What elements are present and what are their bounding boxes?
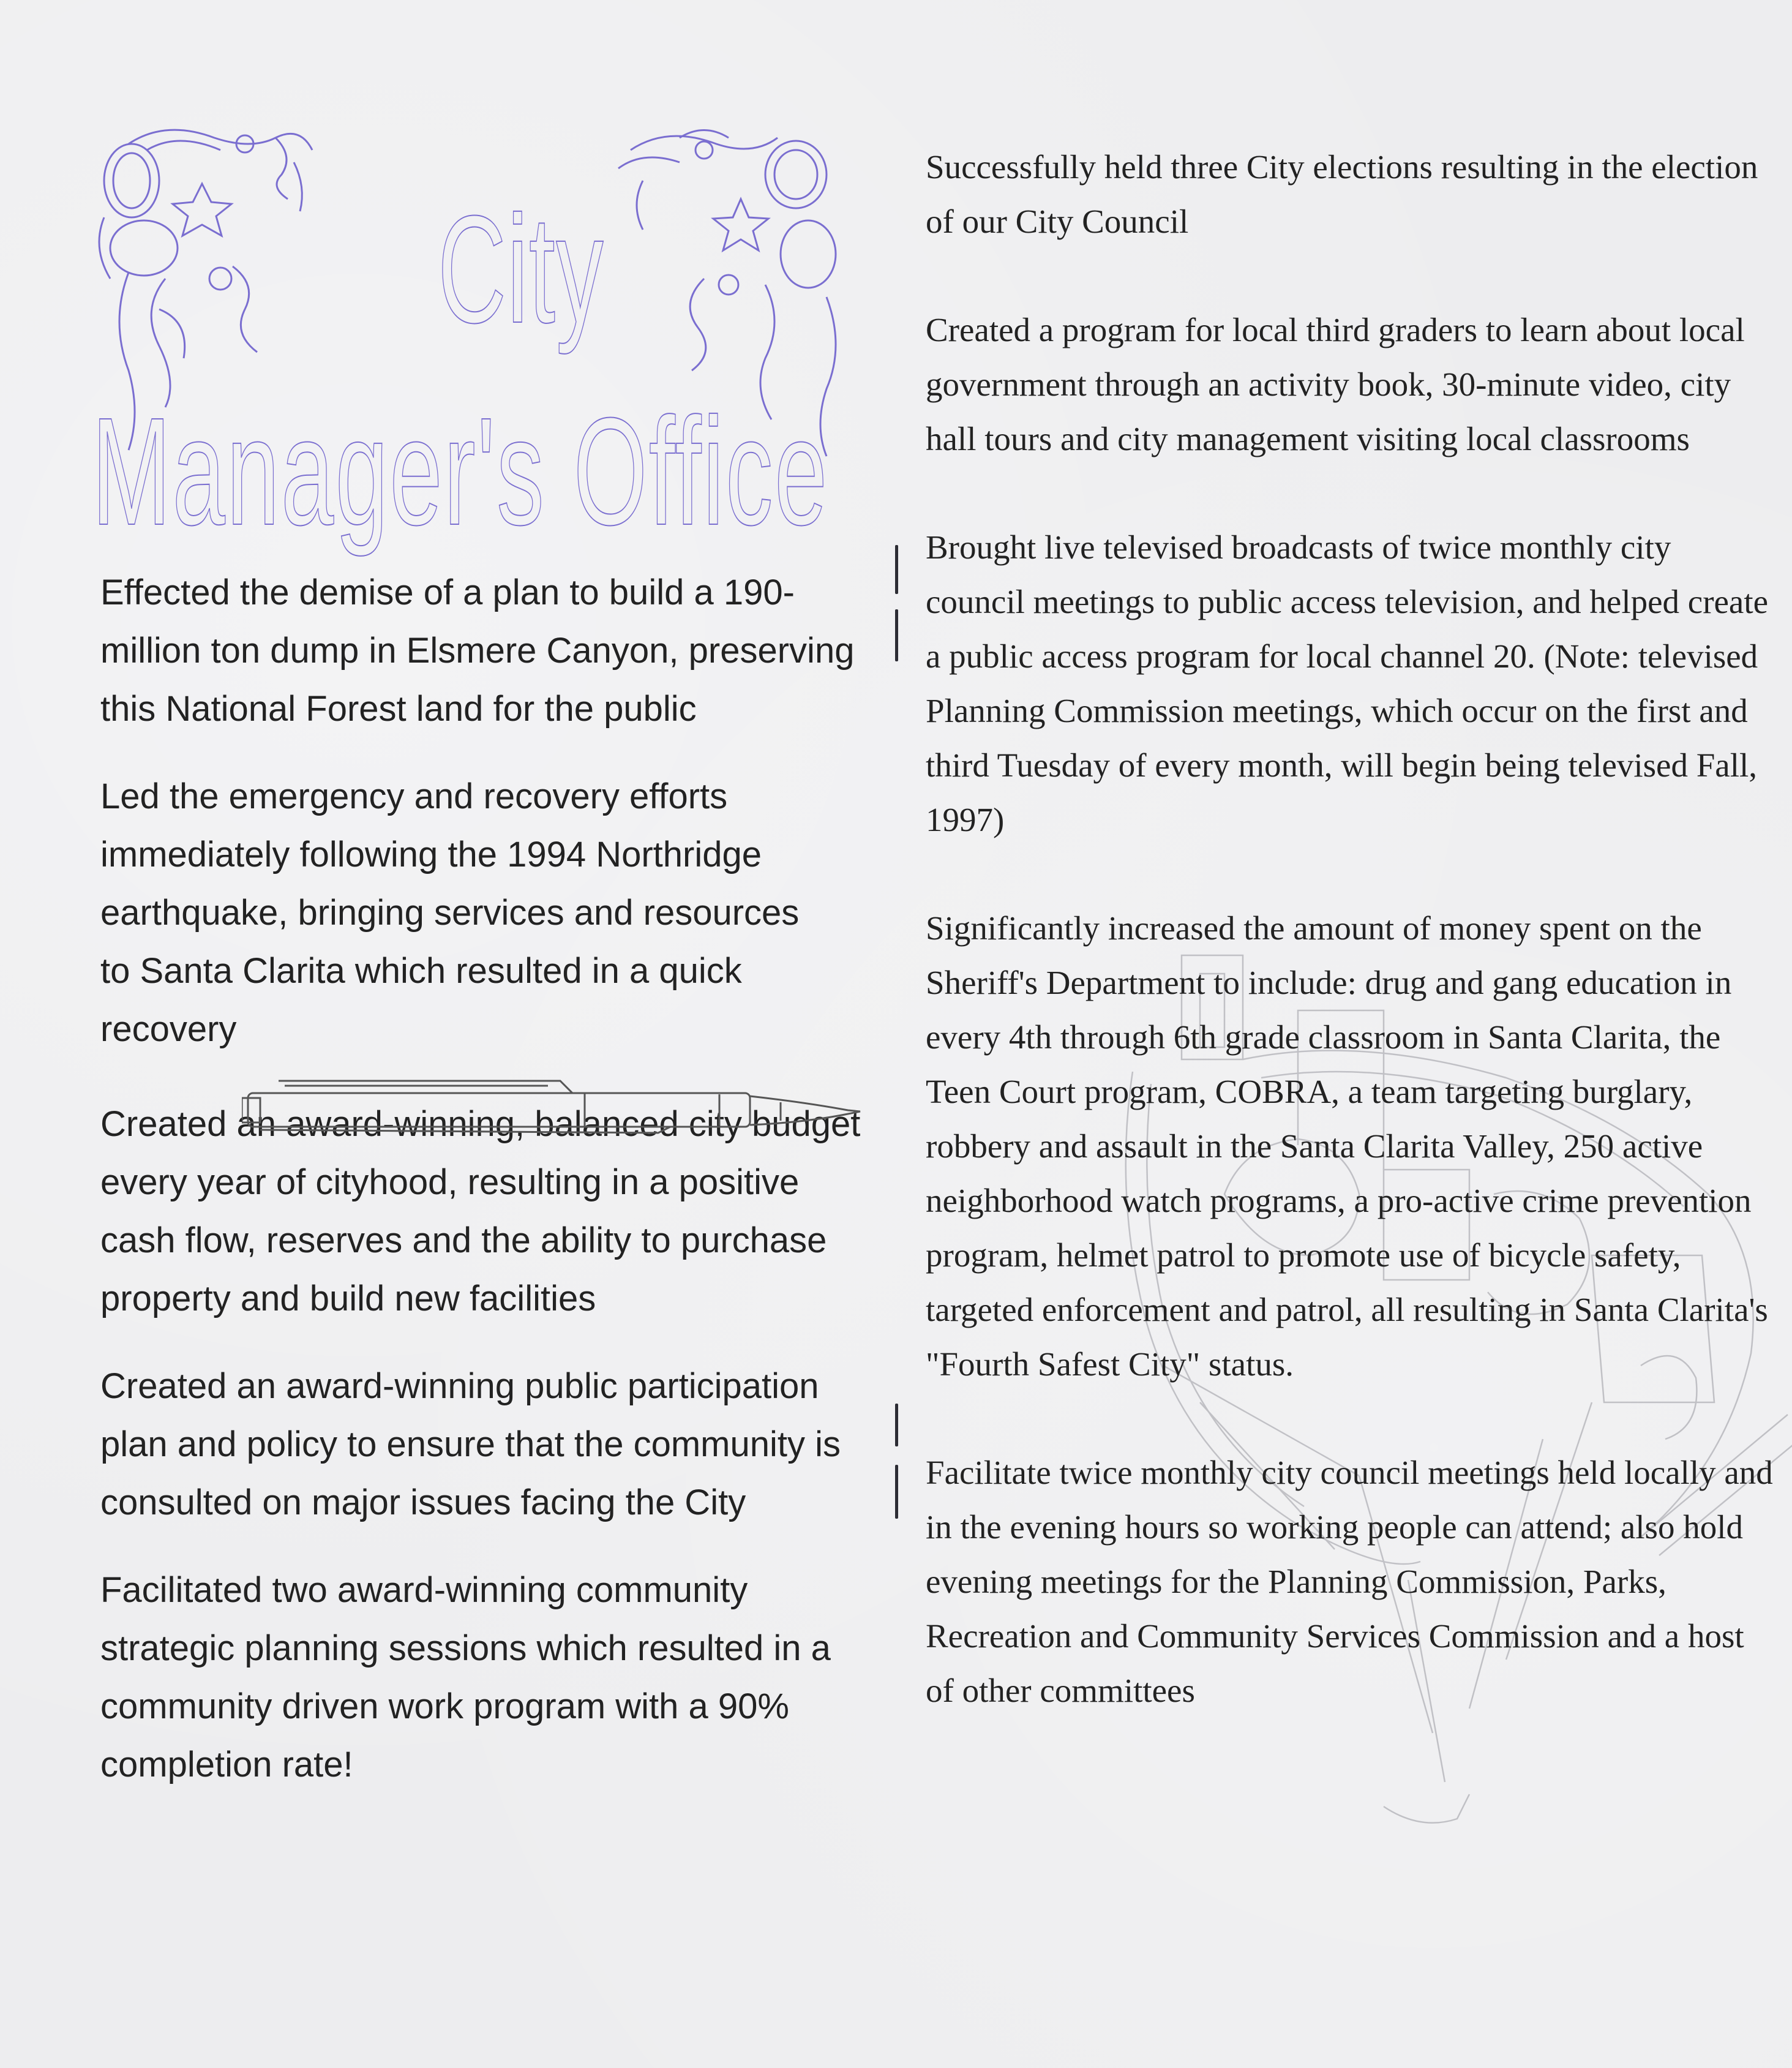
- left-paragraph-2: Led the emergency and recovery efforts immediately following the 1994 Northridge earthquake, bringing services and resources to Santa Clarita which resulted in a quick recovery: [100, 776, 800, 1049]
- binding-mark: [895, 609, 898, 661]
- left-column: [100, 563, 866, 1794]
- left-paragraph-3: Created an award-winning, balanced city budget every year of cityhood, resulting in a positive cash flow, reserves and the ability to purchase property and build new facilities: [100, 1104, 861, 1318]
- right-paragraph-1: Successfully held three City elections resulting in the election of our City Council: [926, 148, 1758, 240]
- right-paragraph-3: Brought live televised broadcasts of twice monthly city council meetings to public access television, and helped create a public access program for local channel 20. (Note: televised Planning Commission meetings, which occur on the first and third Tuesday of every month, will begin being televised Fall, 1997): [926, 528, 1769, 838]
- right-column: [926, 140, 1777, 1718]
- title-line-city: City: [438, 184, 604, 355]
- binding-mark: [895, 545, 898, 594]
- binding-mark: [895, 1404, 898, 1446]
- binding-mark: [895, 1465, 898, 1519]
- left-paragraph-5: Facilitated two award-winning community strategic planning sessions which resulted in a community driven work program with a 90% completion rate!: [100, 1570, 831, 1784]
- right-paragraph-4: Significantly increased the amount of money spent on the Sheriff's Department to include: drug and gang education in every 4th through 6th grade classroom in Santa Clarita, the Teen Court program, COBRA, a team targeting burglary, robbery and assault in the Santa Clarita Valley, 250 active neighborhood watch programs, a pro-active crime prevention program, helmet patrol to promote use of bicycle safety, targeted enforcement and patrol, all resulting in Santa Clarita's "Fourth Safest City" status.: [926, 909, 1768, 1383]
- left-paragraph-4: Created an award-winning public participation plan and policy to ensure that the community is consulted on major issues facing the City: [100, 1366, 841, 1522]
- right-paragraph-2: Created a program for local third graders to learn about local government through an activity book, 30-minute video, city hall tours and city management visiting local classrooms: [926, 311, 1745, 457]
- title-line-managers-office: Manager's Office: [92, 386, 829, 557]
- pen-icon: [242, 1069, 866, 1148]
- right-paragraph-5: Facilitate twice monthly city council meetings held locally and in the evening hours so working people can attend; also hold evening meetings for the Planning Commission, Parks, Recreation and Community Services Commission and a host of other committees: [926, 1454, 1773, 1709]
- header: [92, 126, 845, 557]
- left-paragraph-1: Effected the demise of a plan to build a 190-million ton dump in Elsmere Canyon, preserving this National Forest land for the public: [100, 573, 855, 729]
